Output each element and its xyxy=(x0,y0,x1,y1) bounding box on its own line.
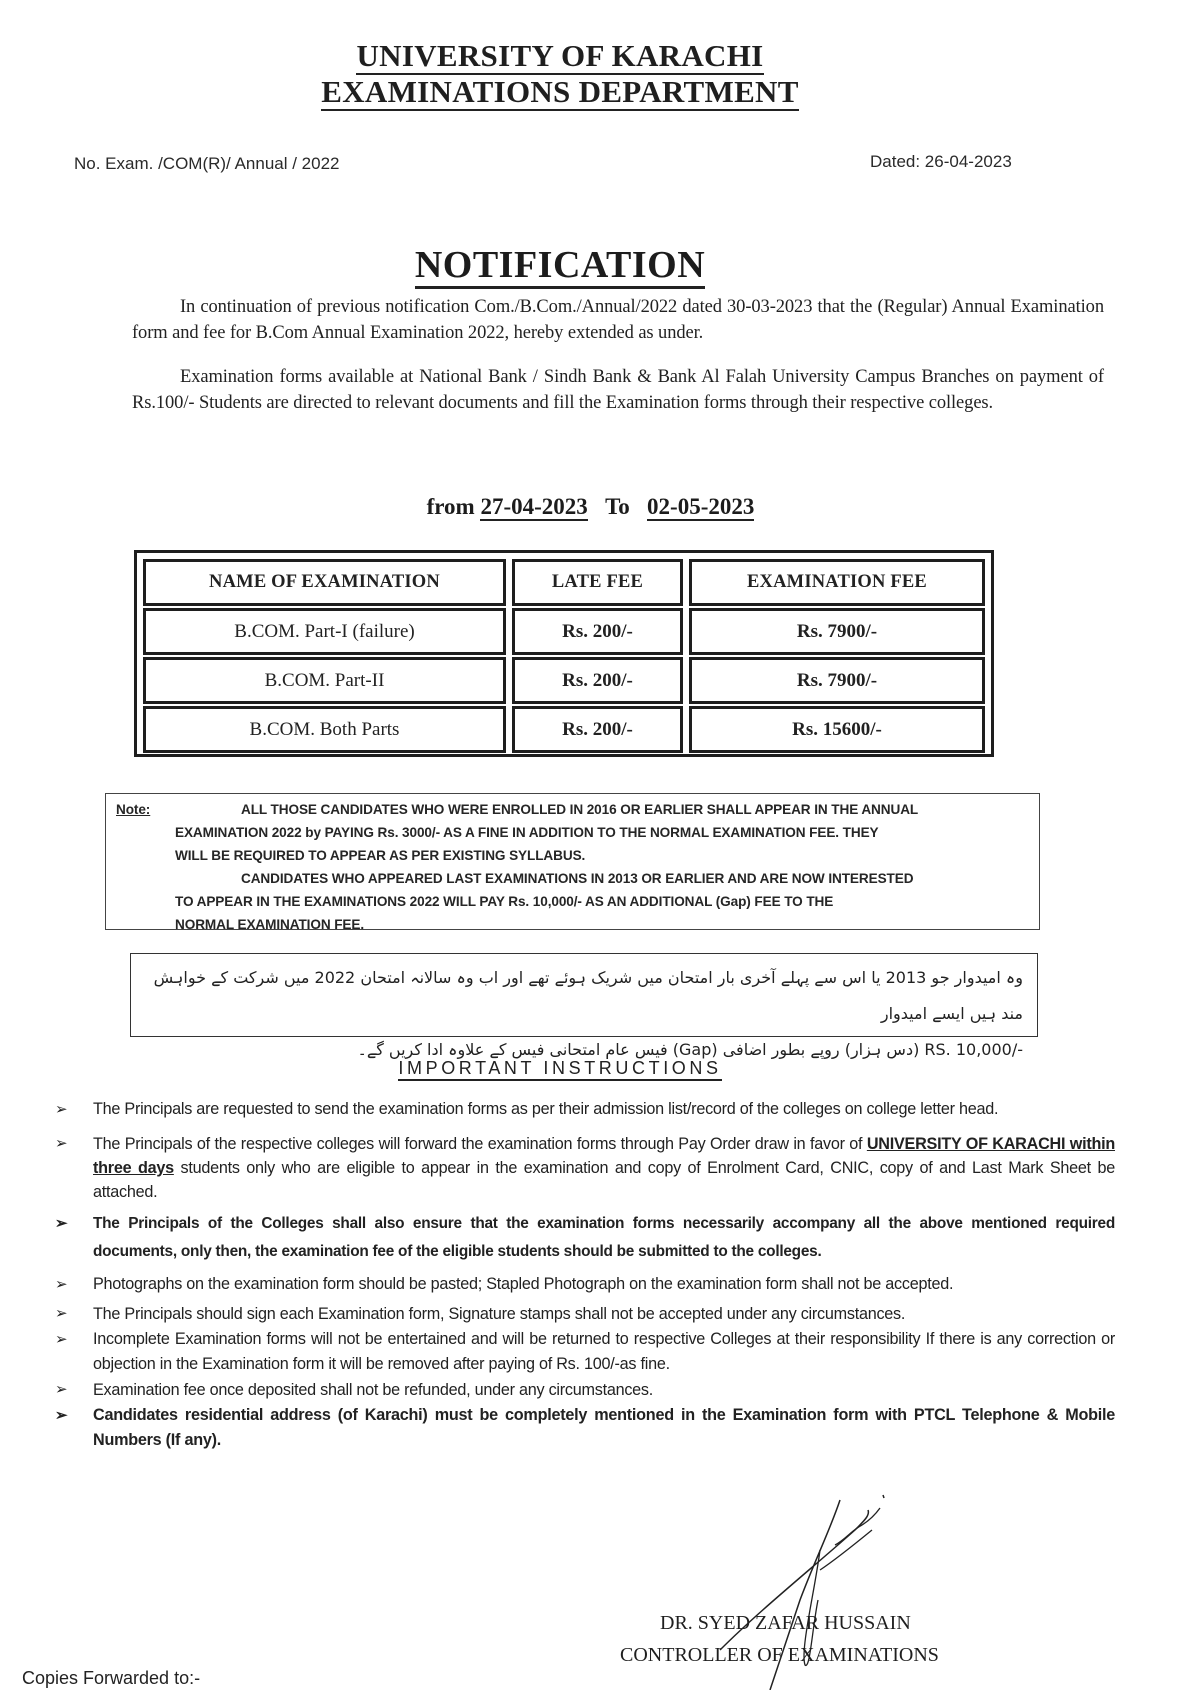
university-name-heading: UNIVERSITY OF KARACHI xyxy=(356,38,764,73)
signatory-designation: CONTROLLER OF EXAMINATIONS xyxy=(620,1644,939,1666)
from-date: 27-04-2023 xyxy=(480,494,588,519)
fee-table xyxy=(134,550,994,757)
exam-fee-cell: Rs. 7900/- xyxy=(689,657,985,704)
note-box: Note: ALL THOSE CANDIDATES WHO WERE ENROLLED IN 2016 OR EARLIER SHALL APPEAR IN THE ANNUAL EXAMINATION 2022 by PAYING Rs. 3000/- AS A FINE IN ADDITION TO THE NORMAL EXAMINATION FEE. THEY WILL BE REQUIRED TO APPEAR AS PER EXISTING SYLLABUS. CANDIDATES WHO APPEARED LAST EXAMINATIONS IN 2013 OR EARLIER AND ARE NOW INTERESTED TO APPEAR IN THE EXAMINATIONS 2022 WILL PAY Rs. 10,000/- AS AN ADDITIONAL (Gap) FEE TO THE NORMAL EXAMINATION FEE. xyxy=(105,793,1040,930)
signatory-name: DR. SYED ZAFAR HUSSAIN xyxy=(660,1612,911,1634)
urdu-note-box: وہ امیدوار جو 2013 یا اس سے پہلے آخری بار امتحان میں شریک ہوئے تھے اور اب وہ سالانہ امتحان 2022 میں شرکت کے خواہش مند ہیں ایسے امیدوار -/RS. 10,000 (دس ہزار) روپے بطور اضافی (Gap) فیس عام امتحانی فیس کے علاوہ ادا کریں گے۔ xyxy=(130,953,1038,1037)
signatory-block xyxy=(620,1607,1060,1671)
intro-paragraph: In continuation of previous notification Com./B.Com./Annual/2022 dated 30-03-2023 that the (Regular) Annual Examination form and fee for B.Com Annual Examination 2022, hereby extended as under. xyxy=(132,297,1104,343)
list-item: ➢ The Principals are requested to send the examination forms as per their admission list/record of the colleges on college letter head. xyxy=(55,1093,1115,1126)
department-name-heading: EXAMINATIONS DEPARTMENT xyxy=(321,74,799,109)
arrow-bullet-icon: ➢ xyxy=(55,1101,68,1118)
exam-name-cell: B.COM. Part-I (failure) xyxy=(143,608,506,655)
list-item: ➢ The Principals of the Colleges shall also ensure that the examination forms necessarily accompany all the above mentioned required documents, only then, the examination fee of the eligible students should be submitted to the colleges. xyxy=(55,1210,1115,1266)
header-cell-exam-fee: EXAMINATION FEE xyxy=(689,559,985,606)
arrow-bullet-icon: ➢ xyxy=(55,1135,68,1152)
table-row xyxy=(143,608,985,655)
list-item: ➢ Candidates residential address (of Karachi) must be completely mentioned in the Examination form with PTCL Telephone & Mobile Numbers (If any). xyxy=(55,1403,1115,1453)
list-item: ➢ The Principals should sign each Examination form, Signature stamps shall not be accepted under any circumstances. xyxy=(55,1305,906,1323)
exam-name-cell: B.COM. Part-II xyxy=(143,657,506,704)
arrow-bullet-icon: ➢ xyxy=(55,1215,68,1232)
arrow-bullet-icon: ➢ xyxy=(55,1407,68,1424)
exam-fee-cell: Rs. 15600/- xyxy=(689,706,985,753)
instructions-heading: IMPORTANT INSTRUCTIONS xyxy=(0,1058,1120,1079)
reference-number: No. Exam. /COM(R)/ Annual / 2022 xyxy=(74,154,340,173)
header-cell-late-fee: LATE FEE xyxy=(512,559,683,606)
list-item: ➢ Examination fee once deposited shall not be refunded, under any circumstances. xyxy=(55,1381,654,1399)
list-item: ➢ The Principals of the respective colleges will forward the examination forms through Pay Order draw in favor of UNIVERSITY OF KARACHI within three days students only who are eligible to appear in the examination and copy of Enrolment Card, CNIC, copy of and Last Mark Sheet be attached. xyxy=(55,1132,1115,1204)
copies-forwarded-label: Copies Forwarded to:- xyxy=(22,1668,201,1688)
header-cell-exam-name: NAME OF EXAMINATION xyxy=(143,559,506,606)
exam-fee-cell: Rs. 7900/- xyxy=(689,608,985,655)
date-range: from 27-04-2023 To 02-05-2023 xyxy=(426,494,755,519)
arrow-bullet-icon: ➢ xyxy=(55,1381,68,1398)
late-fee-cell: Rs. 200/- xyxy=(512,706,683,753)
exam-name-cell: B.COM. Both Parts xyxy=(143,706,506,753)
late-fee-cell: Rs. 200/- xyxy=(512,608,683,655)
note-label: Note: xyxy=(116,802,151,817)
issue-date: Dated: 26-04-2023 xyxy=(870,152,1012,171)
arrow-bullet-icon: ➢ xyxy=(55,1276,68,1293)
arrow-bullet-icon: ➢ xyxy=(55,1331,68,1348)
table-row xyxy=(143,706,985,753)
table-row xyxy=(143,657,985,704)
instructions-list xyxy=(55,1093,1115,1459)
table-header-row xyxy=(143,559,985,606)
to-date: 02-05-2023 xyxy=(647,494,755,519)
page-title: NOTIFICATION xyxy=(0,243,1120,287)
emphasized-text: UNIVERSITY OF KARACHI within three days xyxy=(93,1135,1116,1177)
list-item: ➢ Photographs on the examination form should be pasted; Stapled Photograph on the examination form shall not be accepted. xyxy=(55,1272,1115,1297)
arrow-bullet-icon: ➢ xyxy=(55,1305,68,1322)
late-fee-cell: Rs. 200/- xyxy=(512,657,683,704)
list-item: ➢ Incomplete Examination forms will not be entertained and will be returned to respective Colleges at their responsibility If there is any correction or objection in the Examination form it will be removed after paying of Rs. 100/-as fine. xyxy=(55,1327,1115,1377)
forms-availability-paragraph: Examination forms available at National Bank / Sindh Bank & Bank Al Falah University Campus Branches on payment of Rs.100/- Students are directed to relevant documents and fill the Examination forms through their respective colleges. xyxy=(132,367,1104,413)
